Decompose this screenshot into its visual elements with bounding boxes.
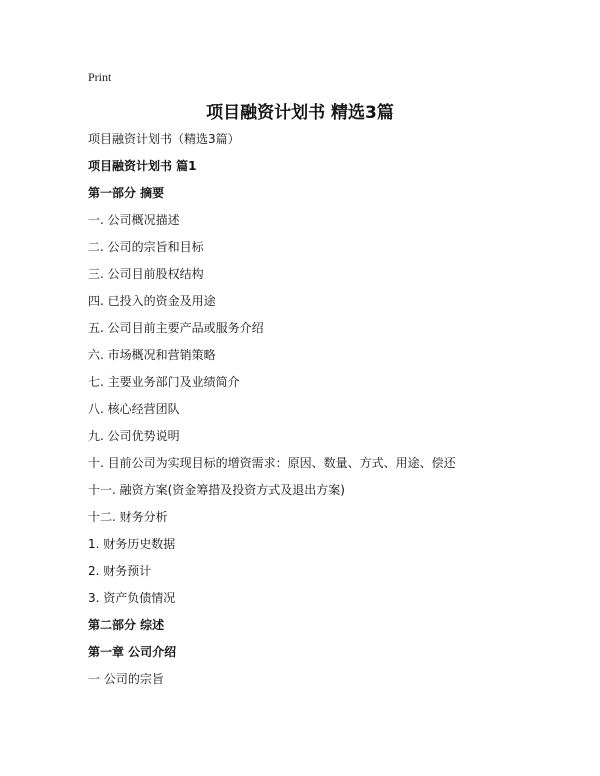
document-line: 第一部分 摘要 bbox=[88, 186, 165, 200]
document-line: 项目融资计划书 篇1 bbox=[88, 159, 197, 173]
document-body bbox=[88, 126, 568, 693]
document-line: 第二部分 综述 bbox=[88, 618, 165, 632]
document-title: 项目融资计划书 精选3篇 bbox=[206, 103, 394, 123]
document-line: 十一. 融资方案(资金筹措及投资方式及退出方案) bbox=[88, 483, 345, 497]
document-line: 九. 公司优势说明 bbox=[88, 429, 180, 443]
document-line: 三. 公司目前股权结构 bbox=[88, 267, 204, 281]
document-line: 项目融资计划书（精选3篇） bbox=[88, 132, 240, 146]
document-line: 第一章 公司介绍 bbox=[88, 645, 177, 659]
document-line: 二. 公司的宗旨和目标 bbox=[88, 240, 204, 254]
document-line: 六. 市场概况和营销策略 bbox=[88, 348, 216, 362]
document-line: 五. 公司目前主要产品或服务介绍 bbox=[88, 321, 264, 335]
document-line: 八. 核心经营团队 bbox=[88, 402, 180, 416]
document-line: 十二. 财务分析 bbox=[88, 510, 168, 524]
document-line: 一. 公司概况描述 bbox=[88, 213, 180, 227]
print-link[interactable]: Print bbox=[88, 70, 112, 84]
document-line: 一 公司的宗旨 bbox=[88, 672, 164, 686]
document-line: 3. 资产负债情况 bbox=[88, 591, 176, 605]
document-line: 七. 主要业务部门及业绩简介 bbox=[88, 375, 240, 389]
document-line: 十. 目前公司为实现目标的增资需求：原因、数量、方式、用途、偿还 bbox=[88, 456, 456, 470]
document-line: 四. 已投入的资金及用途 bbox=[88, 294, 216, 308]
document-line: 2. 财务预计 bbox=[88, 564, 152, 578]
document-line: 1. 财务历史数据 bbox=[88, 537, 176, 551]
